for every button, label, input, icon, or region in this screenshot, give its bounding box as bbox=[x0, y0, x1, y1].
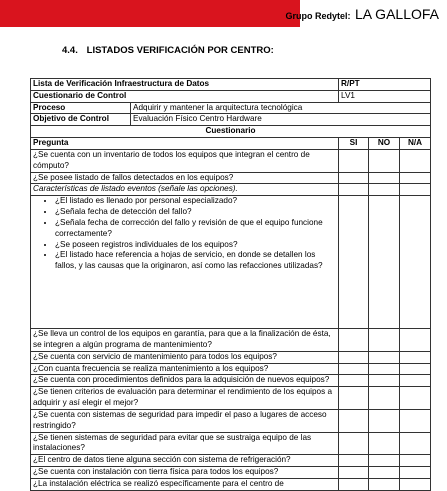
question-cell: ¿Se cuenta con sistemas de seguridad para impedir el paso a lugares de acceso restringido? bbox=[31, 409, 339, 432]
question-cell: ¿Se cuenta con procedimientos definidos para la adquisición de nuevos equipos? bbox=[31, 375, 339, 387]
answer-no-cell[interactable] bbox=[369, 196, 400, 329]
question-cell: ¿Se tienen criterios de evaluación para determinar el rendimiento de los equipos a adquirir y así elegir el mejor? bbox=[31, 387, 339, 410]
list-item: • ¿Señala fecha de corrección del fallo y revisión de que el equipo funcione correctamente? bbox=[55, 218, 336, 240]
answer-yes-cell[interactable] bbox=[339, 172, 369, 184]
table-row bbox=[31, 478, 431, 490]
column-question: Pregunta bbox=[31, 138, 339, 150]
table-row bbox=[31, 90, 431, 102]
answer-na-cell[interactable] bbox=[400, 196, 431, 329]
answer-no-cell[interactable] bbox=[369, 409, 400, 432]
answer-no-cell[interactable] bbox=[369, 387, 400, 410]
answer-yes-cell[interactable] bbox=[339, 409, 369, 432]
answer-no-cell[interactable] bbox=[369, 363, 400, 375]
answer-na-cell[interactable] bbox=[400, 351, 431, 363]
group-label: Grupo Redytel: bbox=[285, 11, 351, 21]
list-value: R/PT bbox=[339, 79, 431, 91]
answer-yes-cell[interactable] bbox=[339, 329, 369, 352]
answer-na-cell[interactable] bbox=[400, 375, 431, 387]
table-row bbox=[31, 375, 431, 387]
question-cell: ¿Se cuenta con un inventario de todos los equipos que integran el centro de cómputo? bbox=[31, 149, 339, 172]
answer-na-cell[interactable] bbox=[400, 387, 431, 410]
section-title: LISTADOS VERIFICACIÓN POR CENTRO: bbox=[86, 45, 274, 56]
answer-yes-cell[interactable] bbox=[339, 149, 369, 172]
answer-no-cell[interactable] bbox=[369, 467, 400, 479]
company-header bbox=[285, 6, 439, 24]
answer-yes-cell[interactable] bbox=[339, 363, 369, 375]
company-name: LA GALLOFA bbox=[354, 6, 439, 22]
answer-no-cell[interactable] bbox=[369, 455, 400, 467]
answer-no-cell[interactable] bbox=[369, 172, 400, 184]
table-row bbox=[31, 184, 431, 196]
section-number: 4.4. bbox=[62, 45, 78, 56]
answer-yes-cell[interactable] bbox=[339, 196, 369, 329]
answer-na-cell[interactable] bbox=[400, 478, 431, 490]
column-na: N/A bbox=[400, 138, 431, 150]
characteristics-list bbox=[33, 196, 336, 272]
table-row bbox=[31, 351, 431, 363]
column-yes: SI bbox=[339, 138, 369, 150]
characteristics-list-cell bbox=[31, 196, 339, 329]
question-cell: ¿Se cuenta con instalación con tierra física para todos los equipos? bbox=[31, 467, 339, 479]
answer-na-cell[interactable] bbox=[400, 149, 431, 172]
blank-space bbox=[33, 272, 336, 328]
list-item: • ¿El listado hace referencia a hojas de servicio, en donde se detallen los fallos, y las causas que la originaron, así como las refacciones utilizadas? bbox=[55, 250, 336, 272]
answer-na-cell[interactable] bbox=[400, 432, 431, 455]
control-value: LV1 bbox=[339, 90, 431, 102]
table-row bbox=[31, 329, 431, 352]
answer-na-cell[interactable] bbox=[400, 409, 431, 432]
answer-yes-cell[interactable] bbox=[339, 478, 369, 490]
answer-na-cell[interactable] bbox=[400, 184, 431, 196]
table-row bbox=[31, 114, 431, 126]
answer-na-cell[interactable] bbox=[400, 363, 431, 375]
answer-no-cell[interactable] bbox=[369, 432, 400, 455]
characteristics-heading: Características de listado eventos (señale las opciones). bbox=[31, 184, 339, 196]
answer-no-cell[interactable] bbox=[369, 375, 400, 387]
question-cell: ¿Se cuenta con servicio de mantenimiento para todos los equipos? bbox=[31, 351, 339, 363]
objective-label: Objetivo de Control bbox=[31, 114, 131, 126]
question-cell: ¿Con cuanta frecuencia se realiza mantenimiento a los equipos? bbox=[31, 363, 339, 375]
questionnaire-heading: Cuestionario bbox=[31, 126, 431, 138]
header-red-bar bbox=[0, 0, 300, 27]
table-row bbox=[31, 126, 431, 138]
answer-no-cell[interactable] bbox=[369, 351, 400, 363]
table-row bbox=[31, 149, 431, 172]
answer-na-cell[interactable] bbox=[400, 455, 431, 467]
answer-no-cell[interactable] bbox=[369, 478, 400, 490]
process-value: Adquirir y mantener la arquitectura tecnológica bbox=[131, 102, 431, 114]
question-cell: ¿Se lleva un control de los equipos en garantía, para que a la finalización de ésta, se integren a algún programa de mantenimiento? bbox=[31, 329, 339, 352]
table-row bbox=[31, 467, 431, 479]
table-row bbox=[31, 172, 431, 184]
list-item: • ¿El listado es llenado por personal especializado? bbox=[55, 196, 336, 207]
answer-yes-cell[interactable] bbox=[339, 387, 369, 410]
process-label: Proceso bbox=[31, 102, 131, 114]
answer-no-cell[interactable] bbox=[369, 149, 400, 172]
answer-yes-cell[interactable] bbox=[339, 351, 369, 363]
checklist-table bbox=[30, 78, 431, 491]
table-row bbox=[31, 79, 431, 91]
answer-na-cell[interactable] bbox=[400, 329, 431, 352]
answer-yes-cell[interactable] bbox=[339, 184, 369, 196]
table-row bbox=[31, 363, 431, 375]
table-row bbox=[31, 387, 431, 410]
answer-yes-cell[interactable] bbox=[339, 375, 369, 387]
answer-na-cell[interactable] bbox=[400, 467, 431, 479]
answer-no-cell[interactable] bbox=[369, 184, 400, 196]
question-cell: ¿El centro de datos tiene alguna sección con sistema de refrigeración? bbox=[31, 455, 339, 467]
objective-value: Evaluación Físico Centro Hardware bbox=[131, 114, 431, 126]
control-label: Cuestionario de Control bbox=[31, 90, 339, 102]
answer-yes-cell[interactable] bbox=[339, 432, 369, 455]
list-item: • ¿Señala fecha de detección del fallo? bbox=[55, 207, 336, 218]
question-cell: ¿Se posee listado de fallos detectados en los equipos? bbox=[31, 172, 339, 184]
table-row bbox=[31, 409, 431, 432]
table-row bbox=[31, 196, 431, 329]
list-label: Lista de Verificación Infraestructura de Datos bbox=[31, 79, 339, 91]
question-cell: ¿Se tienen sistemas de seguridad para evitar que se sustraiga equipo de las instalaciones? bbox=[31, 432, 339, 455]
answer-no-cell[interactable] bbox=[369, 329, 400, 352]
list-item: • ¿Se poseen registros individuales de los equipos? bbox=[55, 240, 336, 251]
table-row bbox=[31, 432, 431, 455]
section-heading bbox=[62, 45, 274, 56]
answer-yes-cell[interactable] bbox=[339, 467, 369, 479]
question-cell: ¿La instalación eléctrica se realizó específicamente para el centro de bbox=[31, 478, 339, 490]
table-header-row bbox=[31, 138, 431, 150]
answer-na-cell[interactable] bbox=[400, 172, 431, 184]
table-row bbox=[31, 455, 431, 467]
answer-yes-cell[interactable] bbox=[339, 455, 369, 467]
table-row bbox=[31, 102, 431, 114]
column-no: NO bbox=[369, 138, 400, 150]
